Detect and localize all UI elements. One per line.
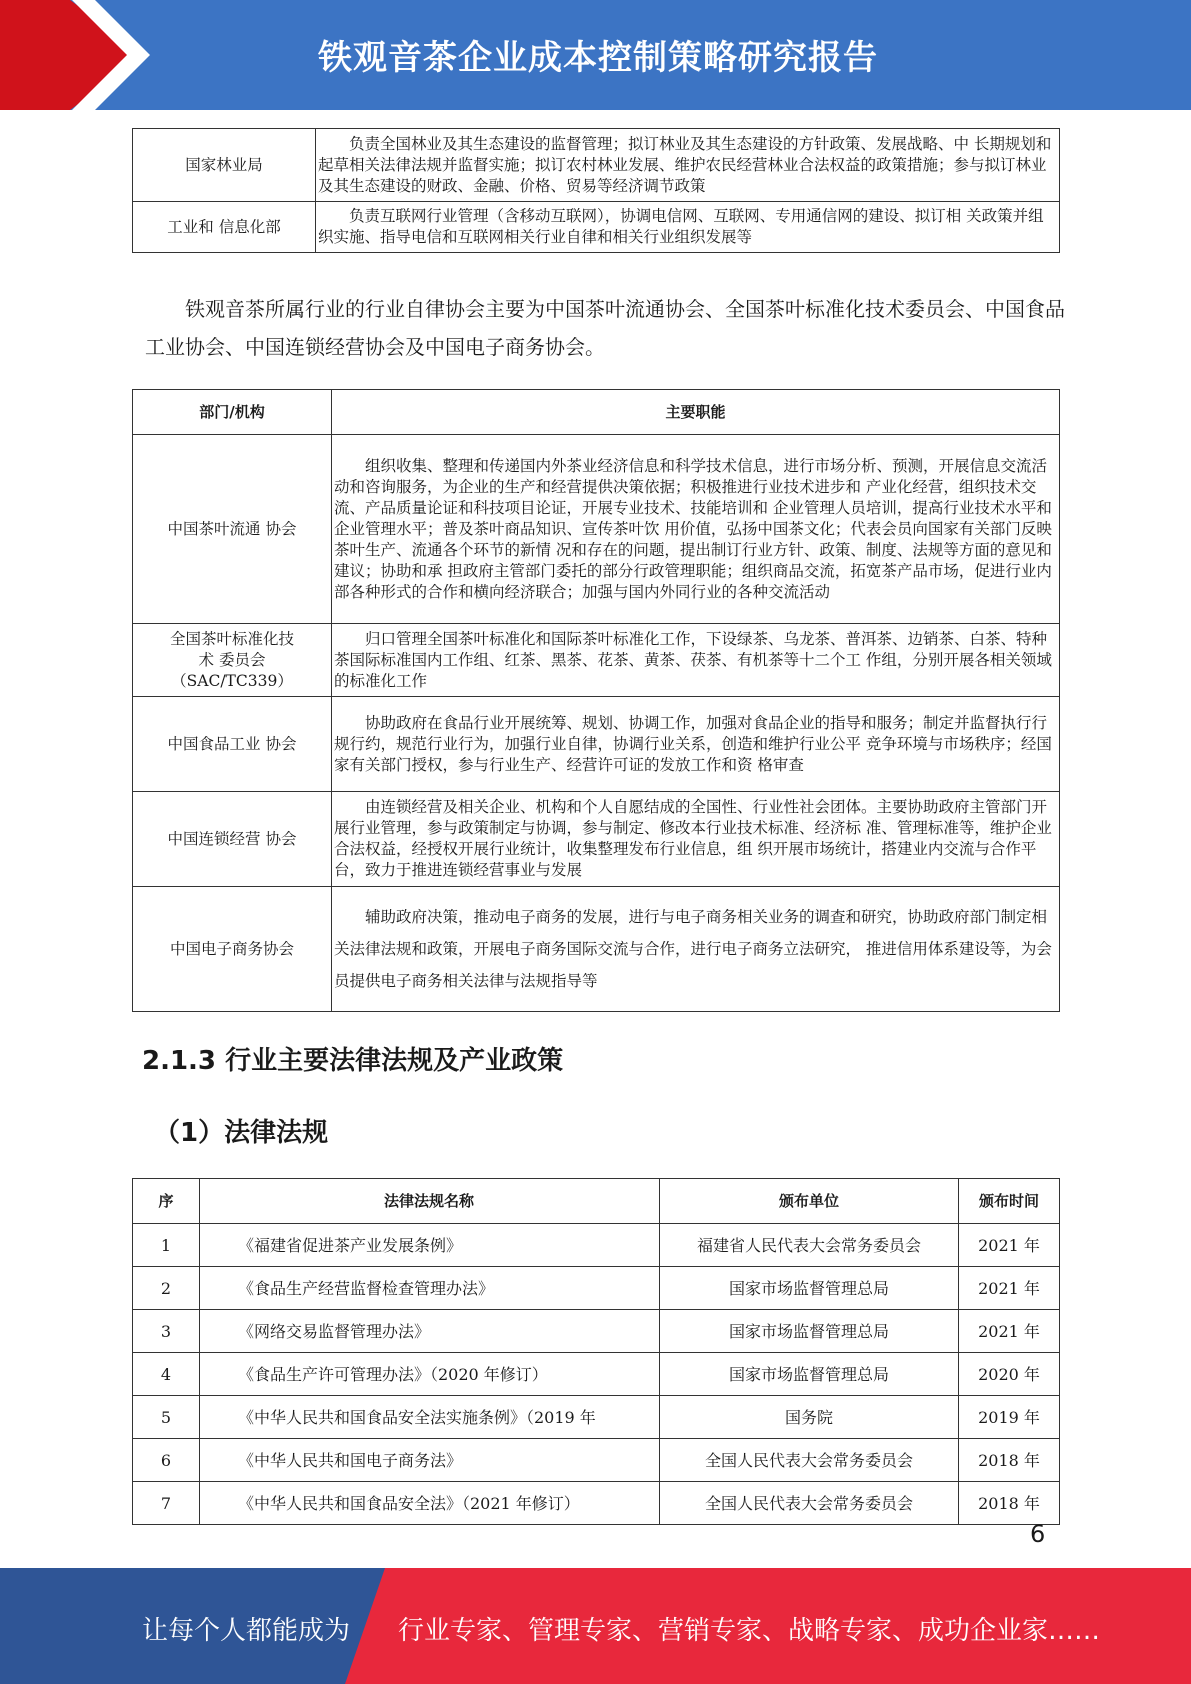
desc-cell: 辅助政府决策，推动电子商务的发展，进行与电子商务相关业务的调查和研究，协助政府部门制定相关法律法规和政策，开展电子商务国际交流与合作，进行电子商务立法研究， 推进信用体系建设等，为会员提供电子商务相关法律与法规指导等 bbox=[332, 887, 1060, 1012]
issuer-cell: 国务院 bbox=[660, 1396, 959, 1439]
footer-slogan-left: 让每个人都能成为 bbox=[142, 1616, 351, 1646]
laws-table bbox=[132, 1178, 1060, 1525]
column-header: 颁布时间 bbox=[959, 1179, 1060, 1224]
year-cell: 2018 年 bbox=[959, 1439, 1060, 1482]
issuer-cell: 福建省人民代表大会常务委员会 bbox=[660, 1224, 959, 1267]
issuer-cell: 国家市场监督管理总局 bbox=[660, 1267, 959, 1310]
desc-cell: 协助政府在食品行业开展统筹、规划、协调工作，加强对食品企业的指导和服务；制定并监督执行行规行约，规范行业行为，加强行业自律，协调行业关系，创造和维护行业公平 竞争环境与市场秩序；经国家有关部门授权，参与行业生产、经营许可证的发放工作和资 格审查 bbox=[332, 697, 1060, 792]
dept-cell: 中国食品工业 协会 bbox=[133, 697, 332, 792]
footer-slogan-right: 行业专家、管理专家、营销专家、战略专家、成功企业家…… bbox=[398, 1616, 1101, 1646]
table-header-row bbox=[133, 1179, 1060, 1224]
dept-line: 术 委员会 bbox=[198, 650, 266, 669]
column-header: 主要职能 bbox=[332, 390, 1060, 435]
year-cell: 2019 年 bbox=[959, 1396, 1060, 1439]
law-name-cell: 《食品生产经营监督检查管理办法》 bbox=[200, 1267, 660, 1310]
dept-cell: 国家林业局 bbox=[133, 129, 316, 202]
table-row bbox=[133, 202, 1060, 253]
law-name-cell: 《福建省促进茶产业发展条例》 bbox=[200, 1224, 660, 1267]
intro-paragraph: 铁观音茶所属行业的行业自律协会主要为中国茶叶流通协会、全国茶叶标准化技术委员会、中国食品工业协会、中国连锁经营协会及中国电子商务协会。 bbox=[145, 297, 1065, 359]
seq-cell: 3 bbox=[133, 1310, 200, 1353]
table-header-row bbox=[133, 390, 1060, 435]
table-row bbox=[133, 792, 1060, 887]
column-header: 法律法规名称 bbox=[200, 1179, 660, 1224]
year-cell: 2021 年 bbox=[959, 1267, 1060, 1310]
law-name-cell: 《食品生产许可管理办法》（2020 年修订） bbox=[200, 1353, 660, 1396]
page-header bbox=[0, 0, 1191, 110]
desc-cell: 负责全国林业及其生态建设的监督管理；拟订林业及其生态建设的方针政策、发展战略、中 长期规划和起草相关法律法规并监督实施；拟订农村林业发展、维护农民经营林业合法权益的政策措施；参与拟订林业及其生态建设的财政、金融、价格、贸易等经济调节政策 bbox=[316, 129, 1060, 202]
seq-cell: 4 bbox=[133, 1353, 200, 1396]
seq-cell: 1 bbox=[133, 1224, 200, 1267]
issuer-cell: 国家市场监督管理总局 bbox=[660, 1353, 959, 1396]
seq-cell: 5 bbox=[133, 1396, 200, 1439]
dept-line: （SAC/TC339） bbox=[171, 671, 293, 690]
desc-cell: 负责互联网行业管理（含移动互联网），协调电信网、互联网、专用通信网的建设、拟订相 关政策并组织实施、指导电信和互联网相关行业自律和相关行业组织发展等 bbox=[316, 202, 1060, 253]
associations-table bbox=[132, 389, 1060, 1012]
dept-line: 全国茶叶标准化技 bbox=[169, 629, 294, 648]
table-row bbox=[133, 435, 1060, 624]
year-cell: 2021 年 bbox=[959, 1310, 1060, 1353]
table-row bbox=[133, 887, 1060, 1012]
table-row bbox=[133, 1439, 1060, 1482]
table-row bbox=[133, 624, 1060, 697]
table-row bbox=[133, 1396, 1060, 1439]
dept-cell: 中国茶叶流通 协会 bbox=[133, 435, 332, 624]
year-cell: 2020 年 bbox=[959, 1353, 1060, 1396]
issuer-cell: 国家市场监督管理总局 bbox=[660, 1310, 959, 1353]
report-title: 铁观音茶企业成本控制策略研究报告 bbox=[318, 38, 878, 78]
law-name-cell: 《中华人民共和国电子商务法》 bbox=[200, 1439, 660, 1482]
desc-cell: 由连锁经营及相关企业、机构和个人自愿结成的全国性、行业性社会团体。主要协助政府主管部门开展行业管理，参与政策制定与协调，参与制定、修改本行业技术标准、经济标 准、管理标准等，维护企业合法权益，经授权开展行业统计，收集整理发布行业信息，组 织开展市场统计，搭建业内交流与合作平台，致力于推进连锁经营事业与发展 bbox=[332, 792, 1060, 887]
table-row bbox=[133, 1310, 1060, 1353]
table-row bbox=[133, 1224, 1060, 1267]
column-header: 序 bbox=[133, 1179, 200, 1224]
seq-cell: 7 bbox=[133, 1482, 200, 1525]
subsection-heading: （1）法律法规 bbox=[154, 1118, 329, 1148]
issuer-cell: 全国人民代表大会常务委员会 bbox=[660, 1482, 959, 1525]
desc-cell: 组织收集、整理和传递国内外茶业经济信息和科学技术信息，进行市场分析、预测，开展信息交流活动和咨询服务，为企业的生产和经营提供决策依据；积极推进行业技术进步和 产业化经营，组织技术交流、产品质量论证和科技项目论证，开展专业技术、技能培训和 企业管理人员培训，提高行业技术水平和企业管理水平；普及茶叶商品知识、宣传茶叶饮 用价值，弘扬中国茶文化；代表会员向国家有关部门反映茶叶生产、流通各个环节的新情 况和存在的问题，提出制订行业方针、政策、制度、法规等方面的意见和建议；协助和承 担政府主管部门委托的部分行政管理职能；组织商品交流，拓宽茶产品市场，促进行业内 部各种形式的合作和横向经济联合；加强与国内外同行业的各种交流活动 bbox=[332, 435, 1060, 624]
table-row bbox=[133, 697, 1060, 792]
column-header: 颁布单位 bbox=[660, 1179, 959, 1224]
page-footer bbox=[0, 1568, 1191, 1684]
seq-cell: 2 bbox=[133, 1267, 200, 1310]
dept-cell bbox=[133, 624, 332, 697]
regulators-table bbox=[132, 128, 1060, 253]
section-heading: 2.1.3 行业主要法律法规及产业政策 bbox=[142, 1046, 564, 1076]
table-row bbox=[133, 1482, 1060, 1525]
table-row bbox=[133, 1353, 1060, 1396]
desc-cell: 归口管理全国茶叶标准化和国际茶叶标准化工作，下设绿茶、乌龙茶、普洱茶、边销茶、白茶、特种茶国际标准国内工作组、红茶、黑茶、花茶、黄茶、茯茶、有机茶等十二个工 作组，分别开展各相关领域的标准化工作 bbox=[332, 624, 1060, 697]
year-cell: 2021 年 bbox=[959, 1224, 1060, 1267]
dept-cell: 中国连锁经营 协会 bbox=[133, 792, 332, 887]
page-number: 6 bbox=[1030, 1520, 1046, 1548]
column-header: 部门/机构 bbox=[133, 390, 332, 435]
dept-cell: 工业和 信息化部 bbox=[133, 202, 316, 253]
law-name-cell: 《网络交易监督管理办法》 bbox=[200, 1310, 660, 1353]
year-cell: 2018 年 bbox=[959, 1482, 1060, 1525]
law-name-cell: 《中华人民共和国食品安全法实施条例》（2019 年 bbox=[200, 1396, 660, 1439]
seq-cell: 6 bbox=[133, 1439, 200, 1482]
table-row bbox=[133, 1267, 1060, 1310]
law-name-cell: 《中华人民共和国食品安全法》（2021 年修订） bbox=[200, 1482, 660, 1525]
issuer-cell: 全国人民代表大会常务委员会 bbox=[660, 1439, 959, 1482]
table-row bbox=[133, 129, 1060, 202]
dept-cell: 中国电子商务协会 bbox=[133, 887, 332, 1012]
